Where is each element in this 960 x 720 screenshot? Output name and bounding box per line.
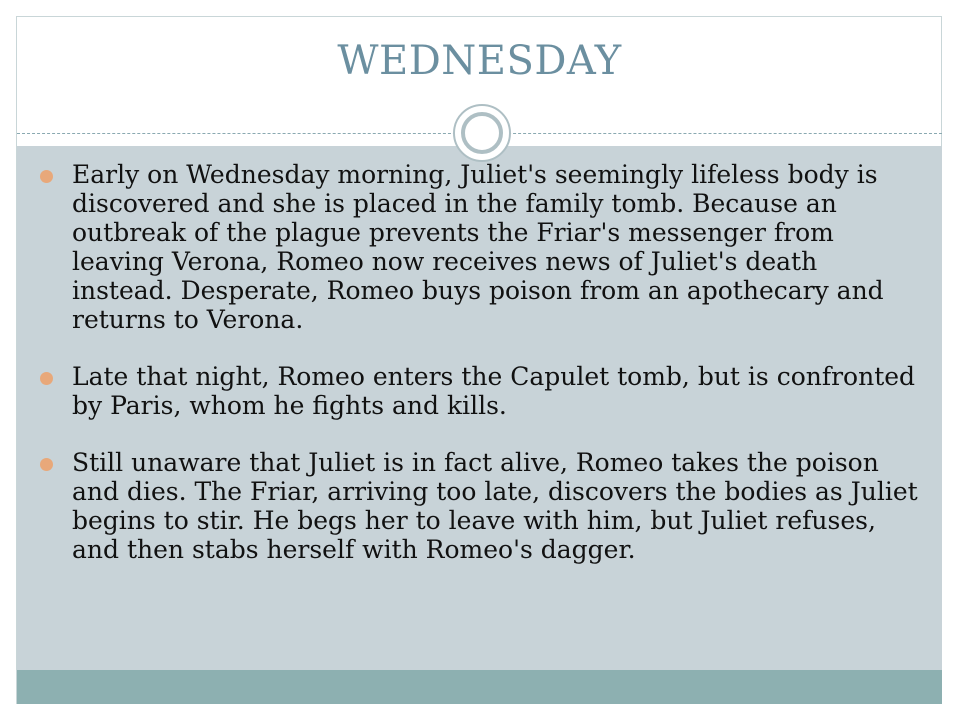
ring-ornament-inner <box>461 112 503 154</box>
bullet-dot-icon <box>40 170 53 183</box>
bullet-item <box>40 448 920 564</box>
bullet-dot-icon <box>40 372 53 385</box>
bullet-text: Still unaware that Juliet is in fact alive, Romeo takes the poison and dies. The Friar, arriving too late, discovers the bodies as Juliet begins to stir. He begs her to leave with him, but Juliet refuses, and then stabs herself with Romeo's dagger. <box>72 448 918 564</box>
slide-title: WEDNESDAY <box>337 38 622 84</box>
footer-bar <box>17 670 942 704</box>
bullet-item <box>40 160 920 334</box>
bullet-text: Late that night, Romeo enters the Capulet tomb, but is confronted by Paris, whom he fights and kills. <box>72 362 916 420</box>
bullet-list <box>40 160 920 592</box>
bullet-dot-icon <box>40 458 53 471</box>
bullet-text: Early on Wednesday morning, Juliet's seemingly lifeless body is discovered and she is placed in the family tomb. Because an outbreak of the plague prevents the Friar's messenger from leaving Verona, Romeo now receives news of Juliet's death instead. Desperate, Romeo buys poison from an apothecary and returns to Verona. <box>72 160 884 334</box>
bullet-item <box>40 362 920 420</box>
